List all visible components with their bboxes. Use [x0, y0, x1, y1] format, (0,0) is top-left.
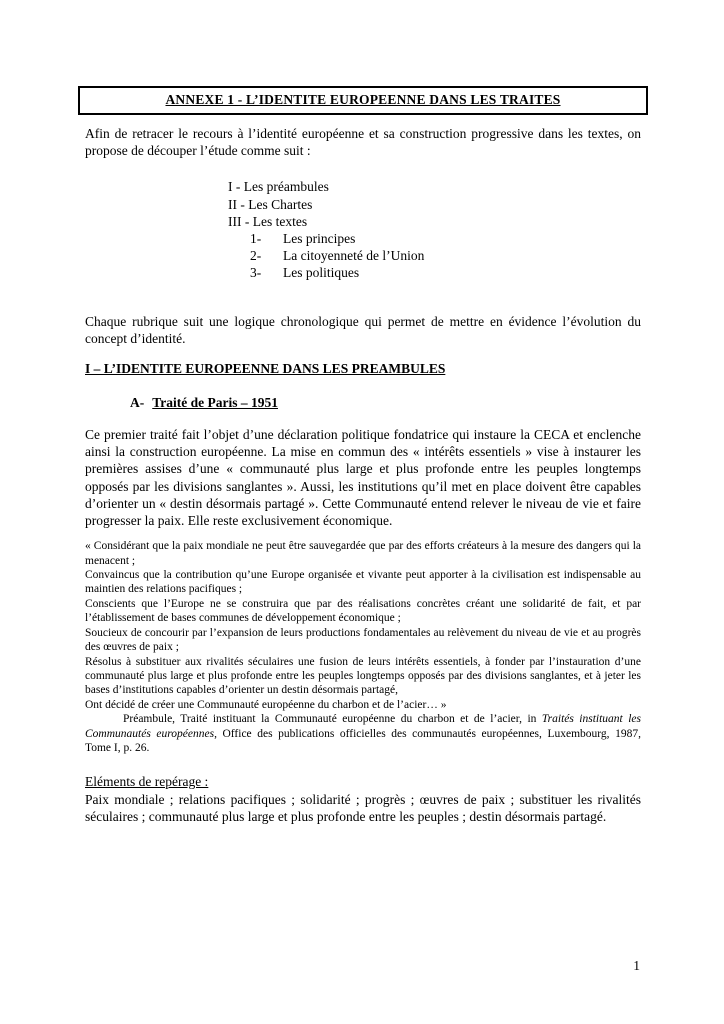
- outline-list: [85, 178, 641, 281]
- section-1a-heading: [130, 395, 641, 411]
- citation-part-2: , Office des publications officielles des communautés européennes, Luxembourg, 1987, Tome I, p. 26.: [85, 727, 641, 754]
- section-1-heading-text: I – L’IDENTITE EUROPEENNE DANS LES PREAMBULES: [85, 361, 446, 377]
- title-box: [78, 86, 648, 115]
- reperage-heading: Eléments de repérage :: [85, 774, 209, 790]
- outline-subitem-3-marker: 3-: [250, 265, 262, 281]
- quote-line-1: « Considérant que la paix mondiale ne peut être sauvegardée que par des efforts créateurs à la mesure des dangers qui la menacent ;: [85, 540, 641, 567]
- document-content: [85, 86, 641, 825]
- quote-line-6: Ont décidé de créer une Communauté européenne du charbon et de l’acier… »: [85, 698, 447, 711]
- outline-item-3: III - Les textes: [228, 213, 308, 229]
- outline-subitem-1-marker: 1-: [250, 231, 262, 247]
- citation-work-title: Traités instituant les Communautés européennes: [85, 713, 641, 740]
- outline-subitem-3: [250, 264, 641, 281]
- chronology-paragraph: Chaque rubrique suit une logique chronologique qui permet de mettre en évidence l’évolution du concept d’identité.: [85, 313, 641, 346]
- document-title: ANNEXE 1 - L’IDENTITE EUROPEENNE DANS LES TRAITES: [165, 92, 561, 107]
- citation-part-1: Préambule, Traité instituant la Communauté européenne du charbon et de l’acier, in: [123, 713, 542, 726]
- outline-item-1: I - Les préambules: [228, 179, 329, 195]
- outline-subitem-2: [250, 247, 641, 264]
- quote-line-2: Convaincus que la contribution qu’une Europe organisée et vivante peut apporter à la civilisation est indispensable au maintien des relations pacifiques ;: [85, 569, 641, 596]
- outline-subitem-2-label: La citoyenneté de l’Union: [283, 248, 425, 264]
- intro-paragraph: Afin de retracer le recours à l’identité européenne et sa construction progressive dans les textes, on propose de découper l’étude comme suit :: [85, 126, 641, 159]
- outline-subitem-3-label: Les politiques: [283, 265, 360, 281]
- section-1-heading: [85, 361, 641, 377]
- outline-item-2: II - Les Chartes: [228, 196, 313, 212]
- treaty-paris-paragraph: Ce premier traité fait l’objet d’une déclaration politique fondatrice qui instaure la CECA et enclenche ainsi la construction européenne. La mise en commun des « intérêts essentiels » vise à instaurer les premières assises d’une « communauté plus large et plus profonde entre les peuples longtemps opposés par les divisions sanglantes ». Aussi, les institutions qu’il met en place doivent être capables d’orienter un « destin désormais partagé ». Cette Communauté entend relever le niveau de vie et faire progresser la paix. Elle reste exclusivement économique.: [85, 427, 641, 529]
- outline-subitem-2-marker: 2-: [250, 248, 262, 264]
- reperage-section: [85, 773, 641, 825]
- section-1a-marker: A-: [130, 395, 145, 411]
- outline-subitem-1: [250, 230, 641, 247]
- quote-line-4: Soucieux de concourir par l’expansion de leurs productions fondamentales au relèvement du niveau de vie et au progrès des œuvres de paix ;: [85, 626, 641, 654]
- preamble-quote-block: [85, 539, 641, 755]
- quote-citation: [85, 712, 641, 755]
- quote-line-5: Résolus à substituer aux rivalités séculaires une fusion de leurs intérêts essentiels, à fonder par l’instauration d’une communauté plus large et plus profonde entre les peuples longtemps opposés par des divisions sanglantes, et à jeter les bases d’institutions capables d’orienter un destin désormais partagé,: [85, 655, 641, 697]
- section-1a-heading-text: Traité de Paris – 1951: [152, 395, 278, 411]
- outline-subitem-1-label: Les principes: [283, 231, 356, 247]
- reperage-paragraph: Paix mondiale ; relations pacifiques ; solidarité ; progrès ; œuvres de paix ; substituer les rivalités séculaires ; communauté plus large et plus profonde entre les peuples ; destin désormais partagé.: [85, 791, 641, 824]
- page-number: 1: [633, 958, 640, 973]
- quote-line-3: Conscients que l’Europe ne se construira que par des réalisations concrètes créant une solidarité de fait, et par l’établissement de bases communes de développement économique ;: [85, 597, 641, 625]
